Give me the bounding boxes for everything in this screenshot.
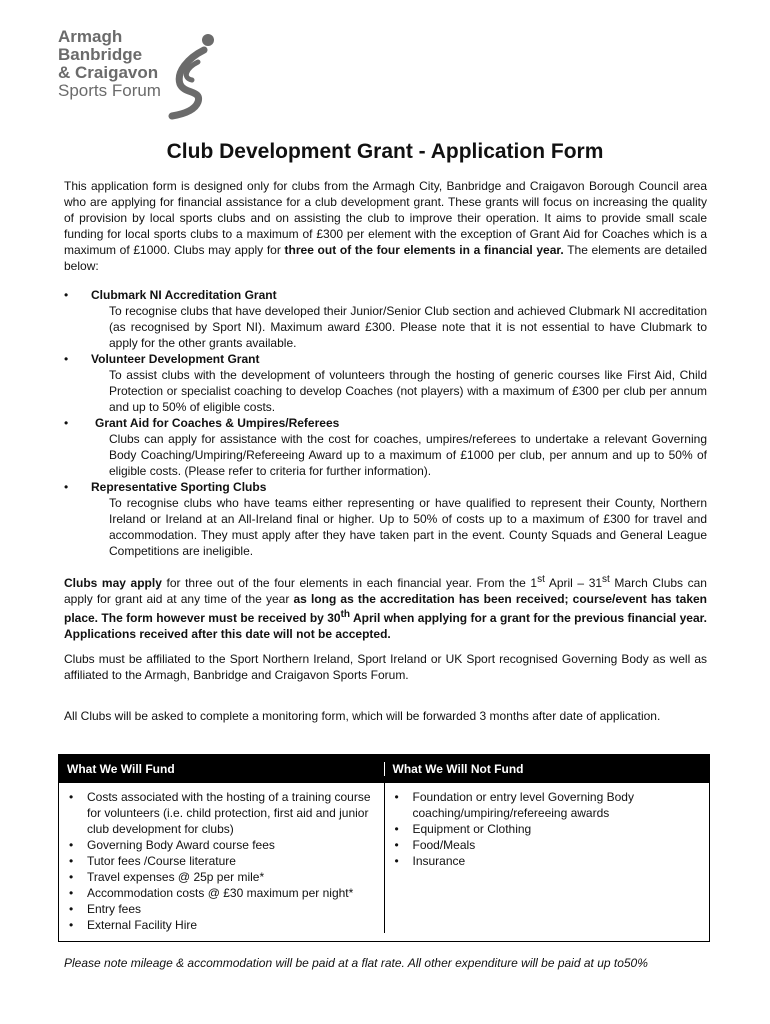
- logo-line-3: & Craigavon: [58, 63, 159, 82]
- intro-after: The elements are detailed below:: [64, 243, 707, 273]
- element-title: Clubmark NI Accreditation Grant: [91, 288, 277, 302]
- bullet-icon: •: [64, 416, 69, 430]
- list-item: • Food/Meals: [389, 837, 702, 853]
- intro-text: This application form is designed only for clubs from the Armagh City, Banbridge and Craigavon Borough Council area who are applying for financial assistance for a club development grant. These grants will focus on increasing the quality of provision by local sports clubs and on assisting the club to improve their operation. It aims to provide small scale funding for local sports clubs to a maximum of £300 per element with the exception of Grant Aid for Coaches which is a maximum of £1000. Clubs may apply for: [64, 179, 707, 257]
- element-description: To recognise clubs that have developed their Junior/Senior Club section and achieved Clubmark NI accreditation (as recognised by Sport NI). Maximum award £300. Please note that it is not essential to have Clubmark to apply for the other grants available.: [109, 304, 707, 350]
- list-item: [64, 415, 707, 479]
- deadline-sup-3: th: [340, 609, 351, 620]
- funding-table: [58, 754, 710, 942]
- list-item: • Governing Body Award course fees: [63, 837, 376, 853]
- monitoring-paragraph: All Clubs will be asked to complete a monitoring form, which will be forwarded 3 months after date of application.: [64, 709, 661, 723]
- list-item: • Travel expenses @ 25p per mile*: [63, 869, 376, 885]
- element-title: Grant Aid for Coaches & Umpires/Referees: [95, 416, 340, 430]
- not-fund-header: What We Will Not Fund: [392, 762, 524, 776]
- logo-line-4: Sports Forum: [58, 81, 161, 100]
- list-item: • Tutor fees /Course literature: [63, 853, 376, 869]
- not-fund-column: [385, 783, 710, 933]
- logo-line-2: Banbridge: [58, 45, 143, 64]
- deadline-text-1: for three out of the four elements in each financial year. From the 1: [161, 576, 538, 590]
- list-item: • Accommodation costs @ £30 maximum per night*: [63, 885, 376, 901]
- fund-column: [59, 783, 385, 933]
- intro-bold: three out of the four elements in a financial year.: [284, 243, 564, 257]
- bullet-icon: •: [64, 352, 69, 366]
- list-item: [64, 479, 707, 559]
- deadline-bold-1: Clubs may apply: [64, 576, 162, 590]
- expenditure-note: Please note mileage & accommodation will be paid at a flat rate. All other expenditure will be paid at up to50%: [64, 956, 648, 970]
- sports-forum-logo: [58, 28, 238, 123]
- element-title: Volunteer Development Grant: [91, 352, 260, 366]
- element-description: Clubs can apply for assistance with the cost for coaches, umpires/referees to undertake a relevant Governing Body Coaching/Umpiring/Refereeing Award up to a maximum of £1000 per club, per annum and up to 50% of eligible costs. (Please refer to criteria for further information).: [109, 432, 707, 478]
- affiliation-paragraph: Clubs must be affiliated to the Sport Northern Ireland, Sport Ireland or UK Sport recognised Governing Body as well as affiliated to the Armagh, Banbridge and Craigavon Sports Forum.: [64, 652, 707, 682]
- deadline-text-3: March Clubs can apply for grant aid at any time of the year: [64, 576, 707, 606]
- list-item: • Entry fees: [63, 901, 376, 917]
- intro-paragraph: [64, 178, 707, 274]
- deadline-paragraph: [64, 572, 707, 642]
- deadline-sup-1: st: [537, 574, 545, 585]
- list-item: [64, 287, 707, 351]
- deadline-sup-2: st: [602, 574, 610, 585]
- runner-figure-icon: [158, 32, 220, 120]
- bullet-icon: •: [64, 288, 69, 302]
- list-item: [64, 351, 707, 415]
- element-description: To recognise clubs who have teams either representing or have qualified to represent their County, Northern Ireland or Ireland at an All-Ireland final or higher. Up to 50% of costs up to a maximum of £300 for travel and accommodation. They must apply after they have taken part in the event. County Squads and General League Competitions are ineligible.: [109, 496, 707, 558]
- deadline-text-2: April – 31: [544, 576, 603, 590]
- table-header: [59, 755, 709, 783]
- bullet-icon: •: [64, 480, 69, 494]
- list-item: • Costs associated with the hosting of a training course for volunteers (i.e. child protection, first aid and junior club development for clubs): [63, 789, 376, 837]
- page-title: Club Development Grant - Application Form: [166, 140, 604, 163]
- table-body: [59, 783, 709, 933]
- grant-elements-list: [64, 287, 707, 559]
- logo-text: [58, 28, 161, 100]
- list-item: • External Facility Hire: [63, 917, 376, 933]
- list-item: • Insurance: [389, 853, 702, 869]
- list-item: • Equipment or Clothing: [389, 821, 702, 837]
- deadline-bold-2: as long as the accreditation has been received; course/event has taken place. The form however must be received by 30: [64, 592, 707, 625]
- element-description: To assist clubs with the development of volunteers through the hosting of generic courses like First Aid, Child Protection or specialist coaching to develop Coaches (not players) with a maximum of £300 per club per annum and up to 50% of eligible costs.: [109, 368, 707, 414]
- logo-line-1: Armagh: [58, 27, 123, 46]
- list-item: • Foundation or entry level Governing Body coaching/umpiring/refereeing awards: [389, 789, 702, 821]
- fund-header: What We Will Fund: [59, 762, 385, 776]
- deadline-bold-3: April when applying for a grant for the previous financial year. Applications received after this date will not be accepted.: [64, 611, 707, 641]
- element-title: Representative Sporting Clubs: [91, 480, 267, 494]
